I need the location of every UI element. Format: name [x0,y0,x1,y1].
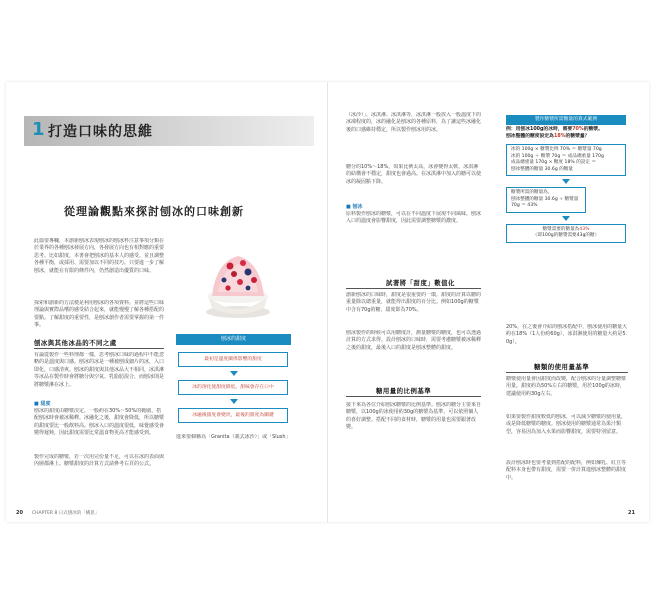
section-heading-3: 糖用量的比例基準 [376,387,432,395]
formula-box-title: 製作糖漿所需糖量的算式範例 [506,115,626,125]
section-2-text-2: 刨冰製作的時候可以用糖度計，測量糖漿的糖度，也可以透過計算的方式求得。設計刨冰的口味時，需要考慮糖漿被冰稀釋之後的甜度，最後入口的甜度是刨冰整體的甜度。 [346,330,481,351]
result-text: 糖漿需要的糖量為 [542,226,580,232]
section-rule [346,288,481,289]
col1-text-2: 糖分的10%～18%，如果比例太高，冰會變得太軟，冰淇淋的結構會不穩定，甜度也會過高。在冰淇淋中加入的糖可以使冰的凝固點下降。 [346,164,481,185]
formula-line: 成品總重量 170g × 糖度 18% 的設定 ＝ [511,160,597,165]
question-highlight: 18% [553,133,566,139]
question-part: 例：用刨冰100g的冰時，需要 [506,127,573,132]
col1-text: （冰沙）」、冰淇淋、冰淇淋等，冰淇淋一般放入一般溫度下的冰凍程度的，冰的融化是刨冰的各種原料，為了讓這些冰融化後的口感維持穩定，所以製作刨冰用的冰。 [346,112,481,133]
subsection-label: ■ 甜度 [34,401,51,407]
intro-paragraph: 此篇要專欄，本創新刨冰表現刨冰的刨冰杯注意事項分類在於業界的各種刨冰發展方向，各發展方向也有相對應的重要思考。比如甜度，本書會把刨冰的基本人的感受。並且調整各種平衡，或採用、需要加以不同的技巧。只要進一步了解刨冰，就能在有限的條件內，仍然創造出優質的口味。 [34,238,164,274]
image-caption: 進來要個稱為「Granita（義式冰沙）」或「Slush」 [176,434,291,440]
section-rule [34,348,164,349]
subsection-text: 刨冰的甜度由糖漿決定，一般約在30%～50%的範圍，搭配刨冰時會被冰稀釋。冰融化之後，甜度會降低，所以糖漿的甜度要比一般飲料高。刨冰入口的溫度很低，味覺感受會變得遲鈍，因此甜度需要比常溫食物更高才能感受到。 [34,408,164,437]
subsection-text-2: 製作完成的糖漿，若一次用完份量不足，可以在冰的表面與內層都淋上。糖漿甜度的計算方式請參考右頁的公式。 [34,454,164,468]
page-number-right: 21 [628,510,635,516]
left-page [6,82,327,522]
book-spread [6,82,649,522]
flow-box-1: 最初是溫度關係影響的甜度 [178,352,288,367]
flow-arrow [230,399,238,404]
section-title-band [24,116,314,146]
question-part: 的糖漿。 [583,127,603,132]
right-page [328,82,649,522]
formula-example-box [506,115,626,243]
question-highlight: 70% [572,127,584,132]
shaved-ice-photo [188,244,288,322]
section-title: 打造口味的思維 [48,124,153,140]
formula-arrow [562,216,570,221]
formula-arrow [562,179,570,184]
page-headline: 從理論觀點來探討刨冰的口味創新 [64,205,244,218]
section-heading-1: 刨冰與其他冰品的不同之處 [34,339,117,347]
section-4-text-2: 如果要製作甜度較低的刨冰，可以減少糖漿的使用量，或是降低糖漿的糖度。刨冰使用的糖漿通常為果汁類型，容易因為加入水果而影響甜度，需要特別留意。 [506,414,627,435]
section-2-text: 創新刨冰的口味時，甜度是很重要的一環。甜度的計算以糖的重量除以總重量，就能得出甜度的百分比。例如100g的糖漿中含有70g的糖，甜度即為70%。 [346,292,481,313]
formula-line: 刨冰整體的糖量 30.6g ÷ 糖漿量 [511,196,579,202]
flow-box-3: 冰融後甜度會變淡，最後的甜度為關鍵 [178,408,288,423]
section-rule [506,372,628,373]
section-4-text: 糖漿使用量會因甜度而改變，配合刨冰的分量調整糖漿用量。甜度約為50%左右的糖漿，用於100g的冰時，建議使用約30g左右。 [506,376,627,397]
formula-step-box-2 [506,187,586,213]
subsection-label: ■ 刨冰 [346,204,363,210]
formula-result-box [506,224,626,243]
formula-step-box-1 [506,144,626,176]
section-rule [346,396,481,397]
section-1-text: 有論從製作一些料理都一樣，思考刨冰口味的過程中不能忽略的是溫度與口感。刨冰的冰是一種被刨成細片的冰，入口即化，口感清爽。刨冰的甜度與其他冰品大不相同，冰淇淋等冰品在製作時會將糖分與空氣、乳脂肪混合，而刨冰則是將糖漿淋在冰上。 [34,352,164,388]
running-footer: CHAPTER 8 日式刨冰的「構思」 [32,511,100,516]
formula-question [506,125,626,140]
result-highlight: 43% [579,226,590,232]
formula-line: 冰的 100g × 糖漿比例 70% ＝ 糖漿量 70g [511,147,602,152]
section-heading-4: 糖類的使用量基準 [534,363,590,371]
flow-box-2: 冰的溶化使甜度降低，甜味會存在口中 [178,380,288,395]
question-part: 刨冰整體的糖度設定為 [506,133,554,139]
section-4-text-3: 設計刨冰時也要考量到搭配的配料，例如煉乳、紅豆等配料本身也帶有甜度，需要一併計算進刨冰整體的甜度中。 [506,460,627,481]
col2-text: 20%，在之後會介紹的刨冰搭配中，刨冰使用的糖量大約在18%（1人份約60g），冰淇淋使用的糖量大約是5.0g）。 [506,324,628,345]
question-part: 的糖漿量？ [565,133,590,139]
formula-line: 刨冰整體的糖量 30.6g 的糖量 [511,166,574,172]
formula-line: 糖漿所需的糖量為， [511,190,553,195]
intro-paragraph-2: 探索和創新的方法便是利用刨冰的各項資料。並將這些口味理論與實際品嚐的感受結合起來，就能慢慢了解各種搭配的要點。了解甜度的重要性，是刨冰創作者需要掌握的第一件事。 [34,300,164,329]
page-number-left: 20 [16,510,23,516]
result-note: （即100g的糖漿需要43g的糖） [532,233,600,238]
flow-arrow [230,371,238,376]
section-3-text: 接下來為各位介紹刨冰糖漿的比例基準。刨冰的糖分主要來自糖漿，以100g的冰使用約30g的糖漿為基準，可以依照個人的喜好調整。搭配不同的食材時，糖漿的用量也需要跟著改變。 [346,402,481,431]
formula-line: 70g ＝ 43% [511,203,538,208]
formula-line: 冰的 100g ＋ 糖漿 70g ＝ 成品總重量 170g [511,153,604,159]
col1-sub-text: 原料製作刨冰的糖漿，可以在不同溫度下展現不同風味。刨冰入口的溫度會影響甜度，因此需要調整糖漿的濃度。 [346,211,481,225]
section-number: 1 [32,119,45,140]
section-heading-2: 試著將「甜度」數值化 [386,279,455,287]
flow-chart-title: 刨冰的甜度 [176,334,291,345]
